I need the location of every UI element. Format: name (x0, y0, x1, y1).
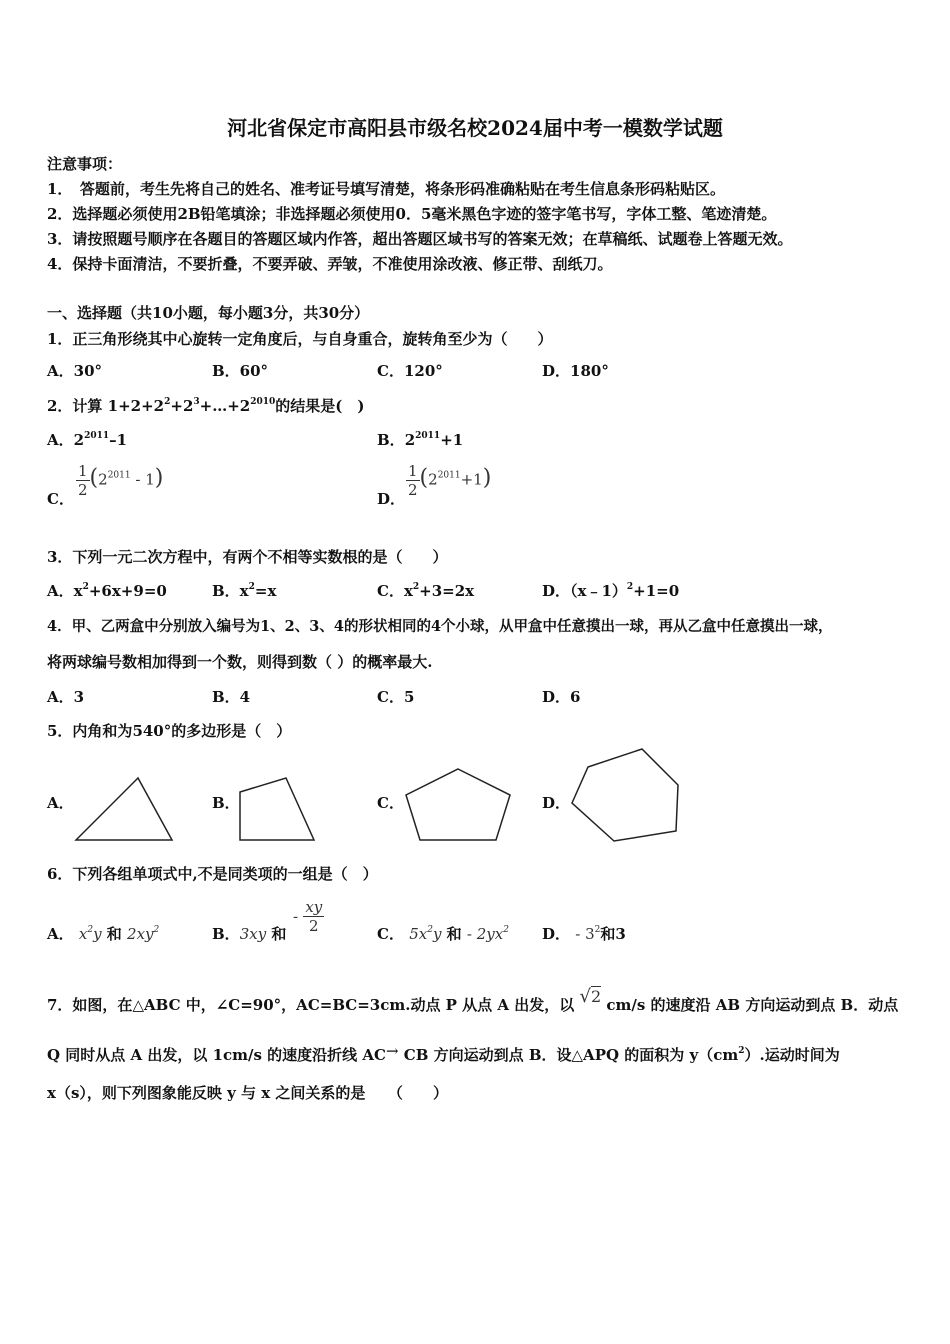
question-4-stem-line2: 将两球编号数相加得到一个数，则得到数（ ）的概率最大. (47, 653, 433, 671)
q6-option-c[interactable]: C． $5x^2y$ 和 - $2yx^2$ (377, 925, 509, 943)
hexagon-figure (566, 745, 684, 845)
sqrt-sign: √ (579, 986, 591, 1007)
q3-option-a[interactable]: A．$x^2+6x+9=0$ (47, 582, 167, 600)
pentagon-figure (400, 765, 516, 845)
q5-option-b[interactable]: B． (212, 794, 240, 812)
notice-heading: 注意事项： (47, 155, 123, 173)
q6-option-d[interactable]: D． - $3^2$和3 (542, 925, 626, 943)
question-7-stem-line2: Q 同时从点 A 出发，以 1cm/s 的速度沿折线 AC→ CB 方向运动到点 B．设△APQ 的面积为 $y(cm^2)$.运动时间为 (47, 1042, 840, 1064)
question-4-stem-line1: 4．甲、乙两盒中分别放入编号为1、2、3、4的形状相同的4个小球，从甲盒中任意摸出一球，再从乙盒中任意摸出一球， (47, 618, 833, 635)
q5-option-a[interactable]: A． (47, 794, 74, 812)
fraction: $\frac{1}{2}$ (408, 462, 418, 499)
notice-item-3: 3．请按照题号顺序在各题目的答题区域内作答，超出答题区域书写的答案无效；在草稿纸、试题卷上答题无效。 (47, 230, 793, 248)
q3-option-d[interactable]: D．（x﹣1）$^2$+1=0 (542, 582, 680, 600)
q5-option-c[interactable]: C． (377, 794, 404, 812)
q4-option-a[interactable]: A．3 (47, 688, 85, 706)
question-7-stem-line1: 7．如图，在△ABC 中，∠C=90°，AC=BC=3cm.动点 P 从点 A 出发，以 √2 cm/s 的速度沿 AB 方向运动到点 B．动点 (47, 986, 899, 1014)
q2-option-a[interactable]: A．$2^{2011}-1$ (47, 431, 128, 449)
q1-option-a[interactable]: A．30° (47, 362, 103, 380)
question-7-stem-line3: x（s），则下列图象能反映 y 与 x 之间关系的是 （ ） (47, 1084, 448, 1102)
triangle-figure (70, 774, 180, 844)
q1-option-c[interactable]: C．120° (377, 362, 443, 380)
q5-option-d[interactable]: D． (542, 794, 571, 812)
q6-option-a[interactable]: A． $x^2y$ 和 $2xy^2$ (47, 925, 160, 943)
question-1-stem: 1．正三角形绕其中心旋转一定角度后，与自身重合，旋转角至少为（ ） (47, 330, 553, 348)
arrow-icon: → (385, 1042, 399, 1060)
q3-option-c[interactable]: C．$x^2+3=2x$ (377, 582, 475, 600)
q6-option-b-fraction: - $\frac{xy}{2}$ (293, 898, 323, 935)
q2-option-d-expression: $\frac{1}{2}$ $(2^{2011}+1)$ (408, 462, 492, 499)
q4-option-d[interactable]: D．6 (542, 688, 581, 706)
q2-option-c-label[interactable]: C． (47, 490, 74, 508)
fraction: $\frac{1}{2}$ (78, 462, 88, 499)
q2-option-c-expression: $\frac{1}{2}$ $(2^{2011} - 1)$ (78, 462, 164, 499)
q3-option-b[interactable]: B．$x^2=x$ (212, 582, 277, 600)
q1-option-b[interactable]: B．60° (212, 362, 269, 380)
q2-option-d-label[interactable]: D． (377, 490, 406, 508)
question-3-stem: 3．下列一元二次方程中，有两个不相等实数根的是（ ） (47, 548, 448, 566)
notice-item-2: 2．选择题必须使用2B铅笔填涂；非选择题必须使用0．5毫米黑色字迹的签字笔书写，字体工整、笔迹清楚。 (47, 205, 777, 223)
q4-option-b[interactable]: B．4 (212, 688, 251, 706)
quadrilateral-figure (234, 774, 320, 844)
section-heading: 一、选择题（共10小题，每小题3分，共30分） (47, 304, 370, 322)
notice-item-4: 4．保持卡面清洁，不要折叠，不要弄破、弄皱，不准使用涂改液、修正带、刮纸刀。 (47, 255, 613, 273)
question-5-stem: 5．内角和为540°的多边形是（ ） (47, 722, 292, 740)
page-title: 河北省保定市高阳县市级名校2024届中考一模数学试题 (227, 116, 723, 140)
q6-option-b-label[interactable]: B．3xy 和 (212, 925, 287, 943)
notice-item-1: 1． 答题前，考生先将自己的姓名、准考证号填写清楚，将条形码准确粘贴在考生信息条形码粘贴区。 (47, 180, 725, 198)
question-2-stem: 2．计算 $1+2+2^2+2^3+\dots+2^{2010}$的结果是( ) (47, 397, 365, 415)
fraction: $\frac{xy}{2}$ (305, 898, 323, 935)
q1-option-d[interactable]: D．180° (542, 362, 609, 380)
q2-option-b[interactable]: B．$2^{2011}+1$ (377, 431, 464, 449)
q4-option-c[interactable]: C．5 (377, 688, 415, 706)
question-6-stem: 6．下列各组单项式中,不是同类项的一组是（ ） (47, 865, 378, 883)
